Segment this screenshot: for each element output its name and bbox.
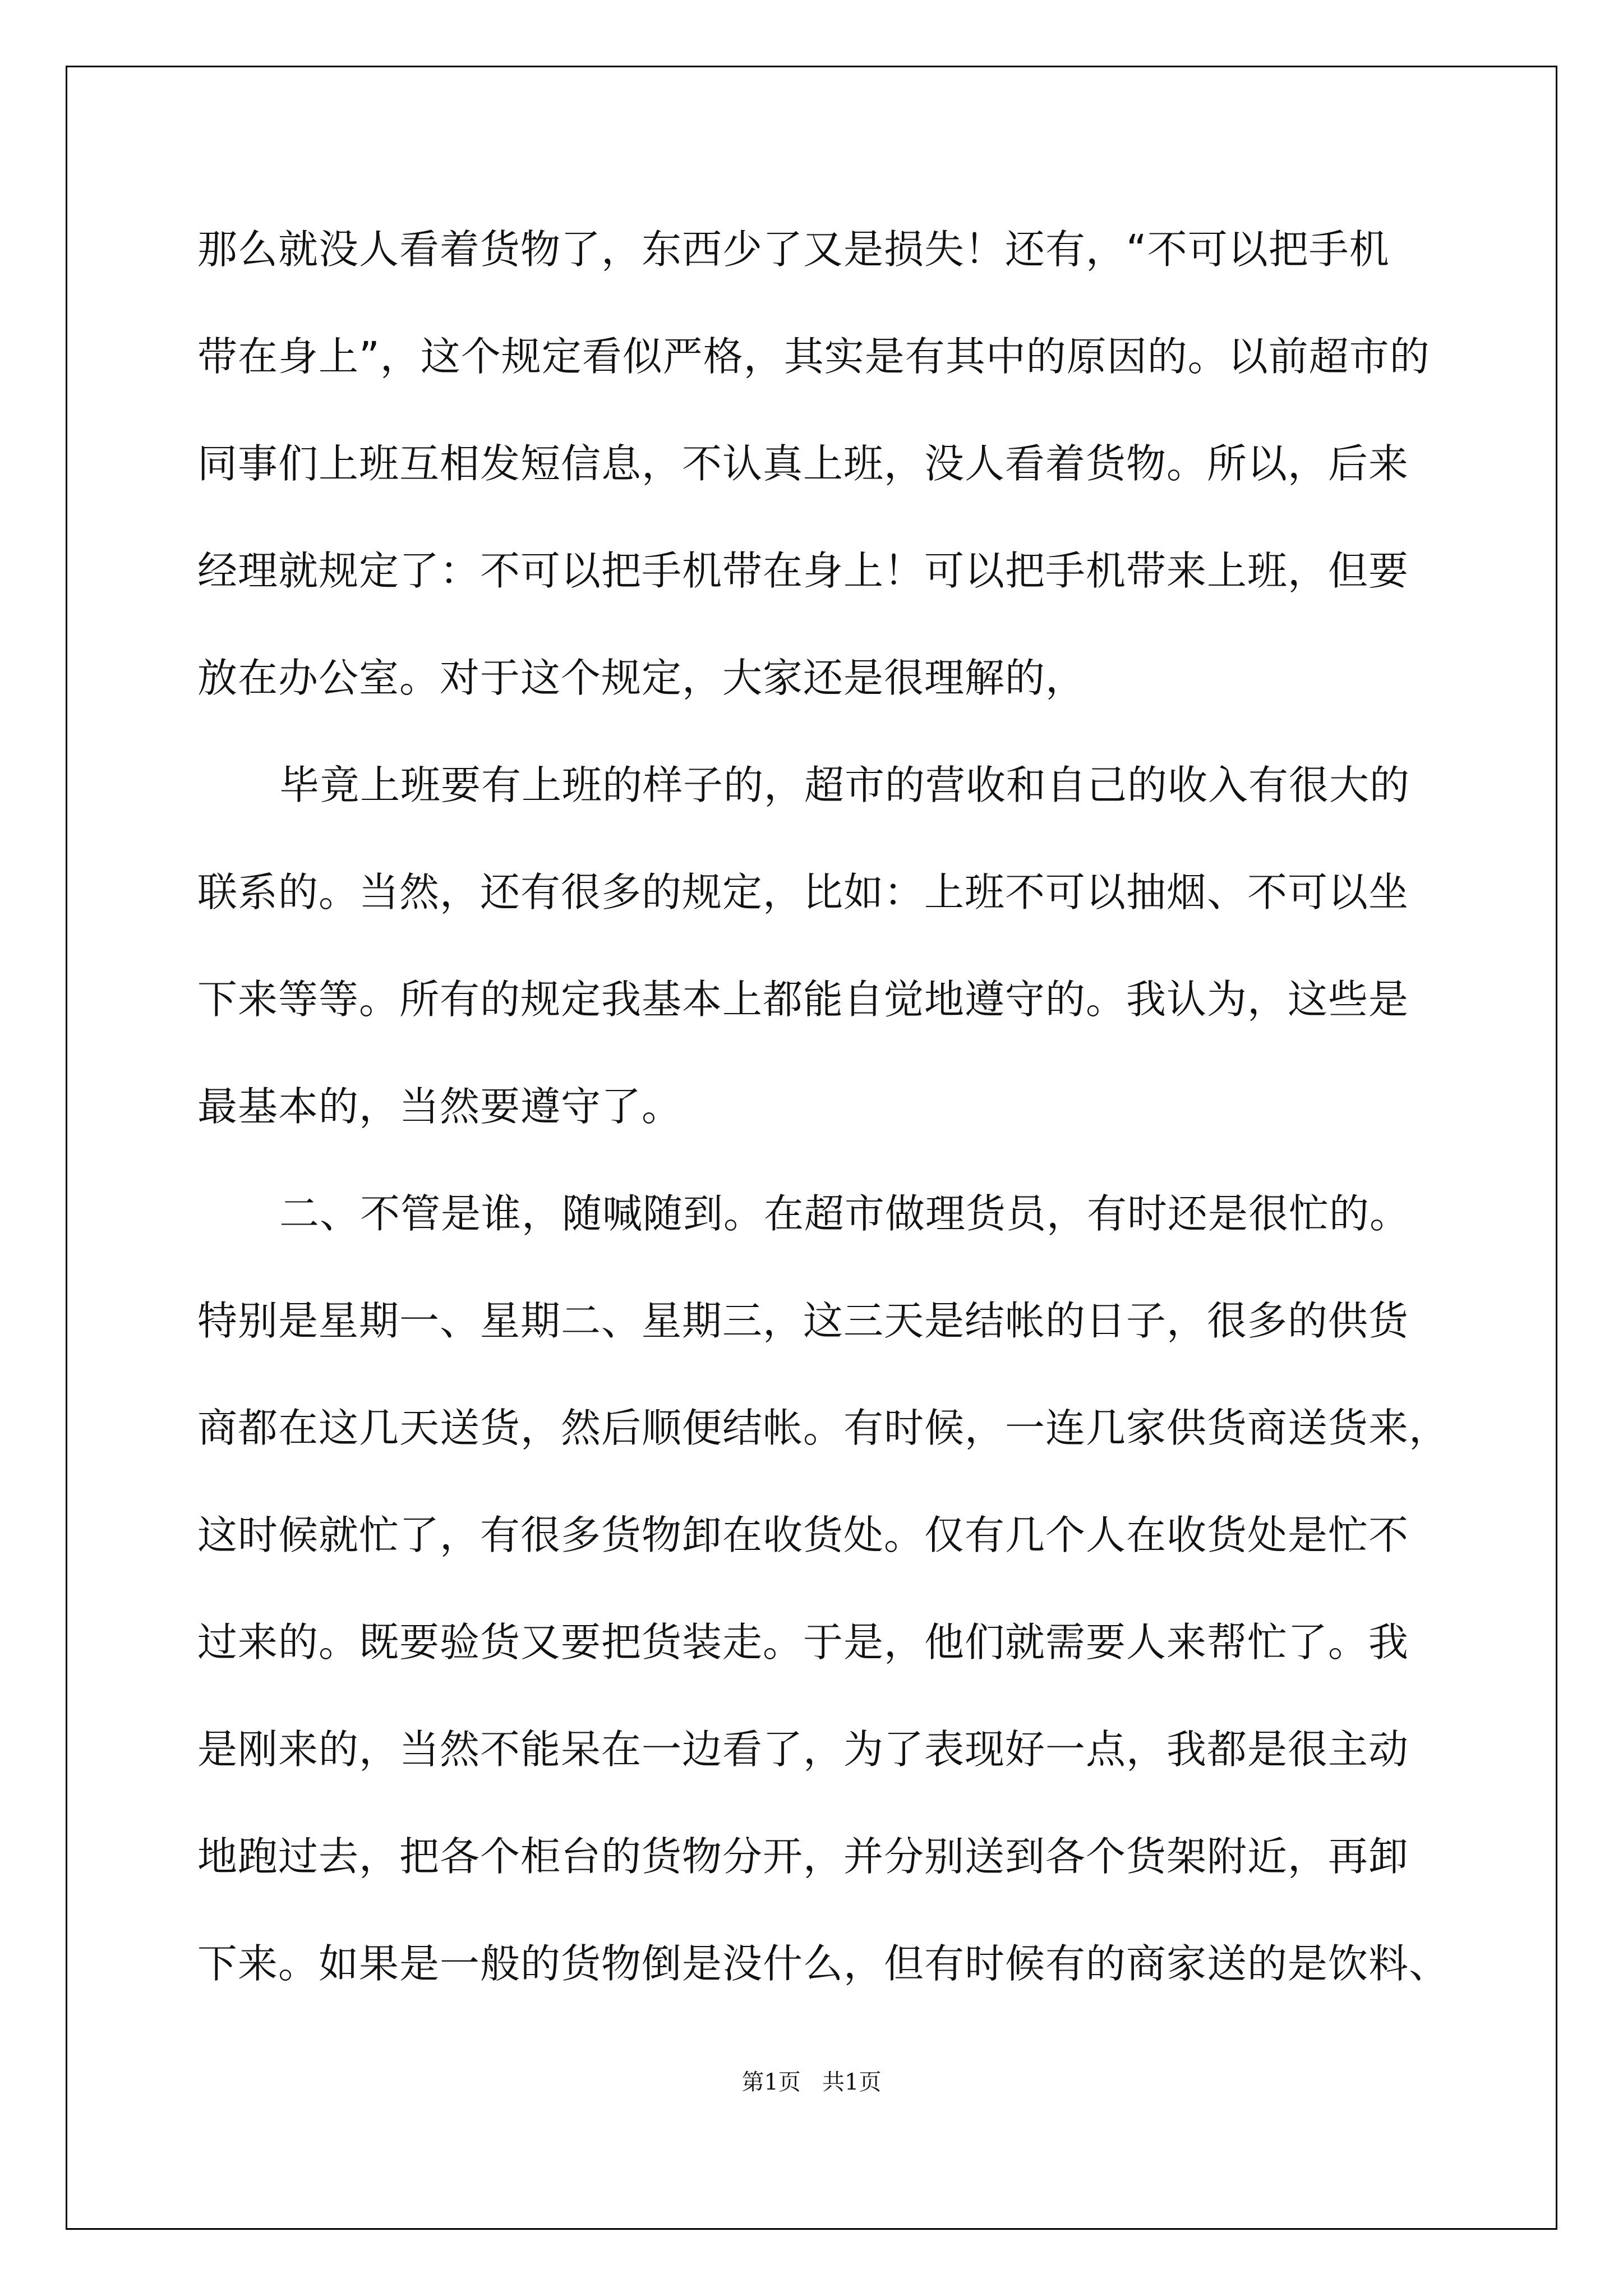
text-line: 下来。如果是一般的货物倒是没什么，但有时候有的商家送的是饮料、 [197, 1940, 1450, 1987]
paragraph-1 [197, 214, 1448, 750]
text-line: 那么就没人看着货物了，东西少了又是损失！还有，“不可以把手机 [197, 226, 1390, 273]
text-line: 地跑过去，把各个柜台的货物分开，并分别送到各个货架附近，再卸 [197, 1833, 1409, 1880]
text-line: 最基本的，当然要遵守了。 [197, 1083, 683, 1130]
text-line: 经理就规定了：不可以把手机带在身上！可以把手机带来上班，但要 [197, 547, 1409, 594]
paragraph-3 [197, 1179, 1448, 2036]
text-line: 带在身上”，这个规定看似严格，其实是有其中的原因的。以前超市的 [197, 333, 1430, 380]
text-line: 二、不管是谁，随喊随到。在超市做理货员，有时还是很忙的。 [279, 1190, 1410, 1237]
text-line: 商都在这几天送货，然后顺便结帐。有时候，一连几家供货商送货来， [197, 1405, 1450, 1451]
text-line: 放在办公室。对于这个规定，大家还是很理解的， [197, 655, 1086, 701]
page-number-footer: 第1页 共1页 [741, 2069, 882, 2095]
text-line: 是刚来的，当然不能呆在一边看了，为了表现好一点，我都是很主动 [197, 1726, 1409, 1773]
text-line: 特别是星期一、星期二、星期三，这三天是结帐的日子，很多的供货 [197, 1297, 1409, 1344]
text-line: 下来等等。所有的规定我基本上都能自觉地遵守的。我认为，这些是 [197, 976, 1409, 1023]
text-line: 同事们上班互相发短信息，不认真上班，没人看着货物。所以，后来 [197, 440, 1409, 487]
text-line: 毕竟上班要有上班的样子的，超市的营收和自己的收入有很大的 [279, 762, 1410, 808]
document-body [197, 214, 1448, 2036]
text-line: 这时候就忙了，有很多货物卸在收货处。仅有几个人在收货处是忙不 [197, 1512, 1409, 1558]
text-line: 过来的。既要验货又要把货装走。于是，他们就需要人来帮忙了。我 [197, 1619, 1409, 1665]
paragraph-2 [197, 750, 1448, 1179]
text-line: 联系的。当然，还有很多的规定，比如：上班不可以抽烟、不可以坐 [197, 869, 1409, 915]
